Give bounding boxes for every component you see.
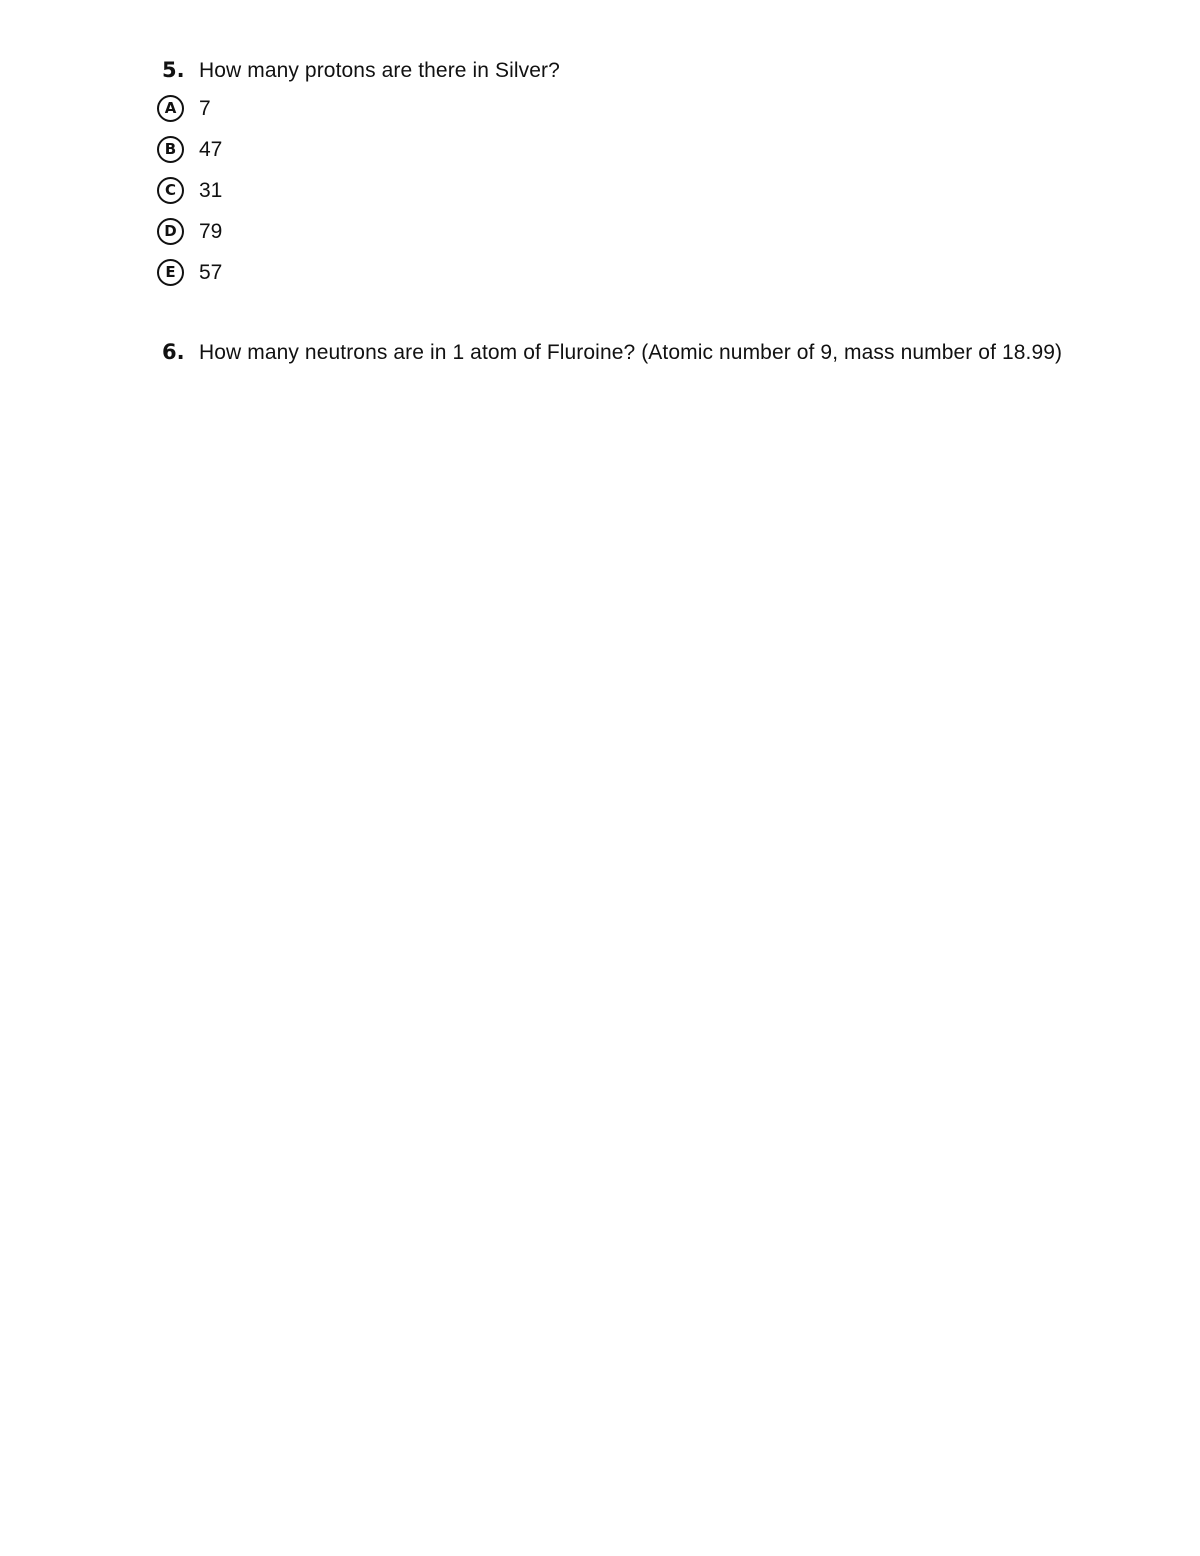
option-e[interactable] <box>157 257 222 288</box>
option-a[interactable] <box>157 93 222 124</box>
option-b[interactable] <box>157 134 222 165</box>
option-bubble-b[interactable]: B <box>157 136 184 163</box>
option-text-a: 7 <box>199 96 211 120</box>
option-bubble-d[interactable]: D <box>157 218 184 245</box>
question-number: 6. <box>162 340 185 364</box>
question-text: How many neutrons are in 1 atom of Fluroine? (Atomic number of 9, mass number of 18.99) <box>199 341 1063 364</box>
option-text-d: 79 <box>199 219 223 243</box>
option-bubble-e[interactable]: E <box>157 259 184 286</box>
option-text-e: 57 <box>199 260 223 284</box>
question-6 <box>162 340 1062 365</box>
option-c[interactable] <box>157 175 222 206</box>
answer-options <box>157 93 222 298</box>
question-5 <box>162 58 560 83</box>
option-text-c: 31 <box>199 178 223 202</box>
option-bubble-a[interactable]: A <box>157 95 184 122</box>
question-number: 5. <box>162 58 185 82</box>
option-text-b: 47 <box>199 137 223 161</box>
option-d[interactable] <box>157 216 222 247</box>
question-text: How many protons are there in Silver? <box>199 59 560 82</box>
option-bubble-c[interactable]: C <box>157 177 184 204</box>
